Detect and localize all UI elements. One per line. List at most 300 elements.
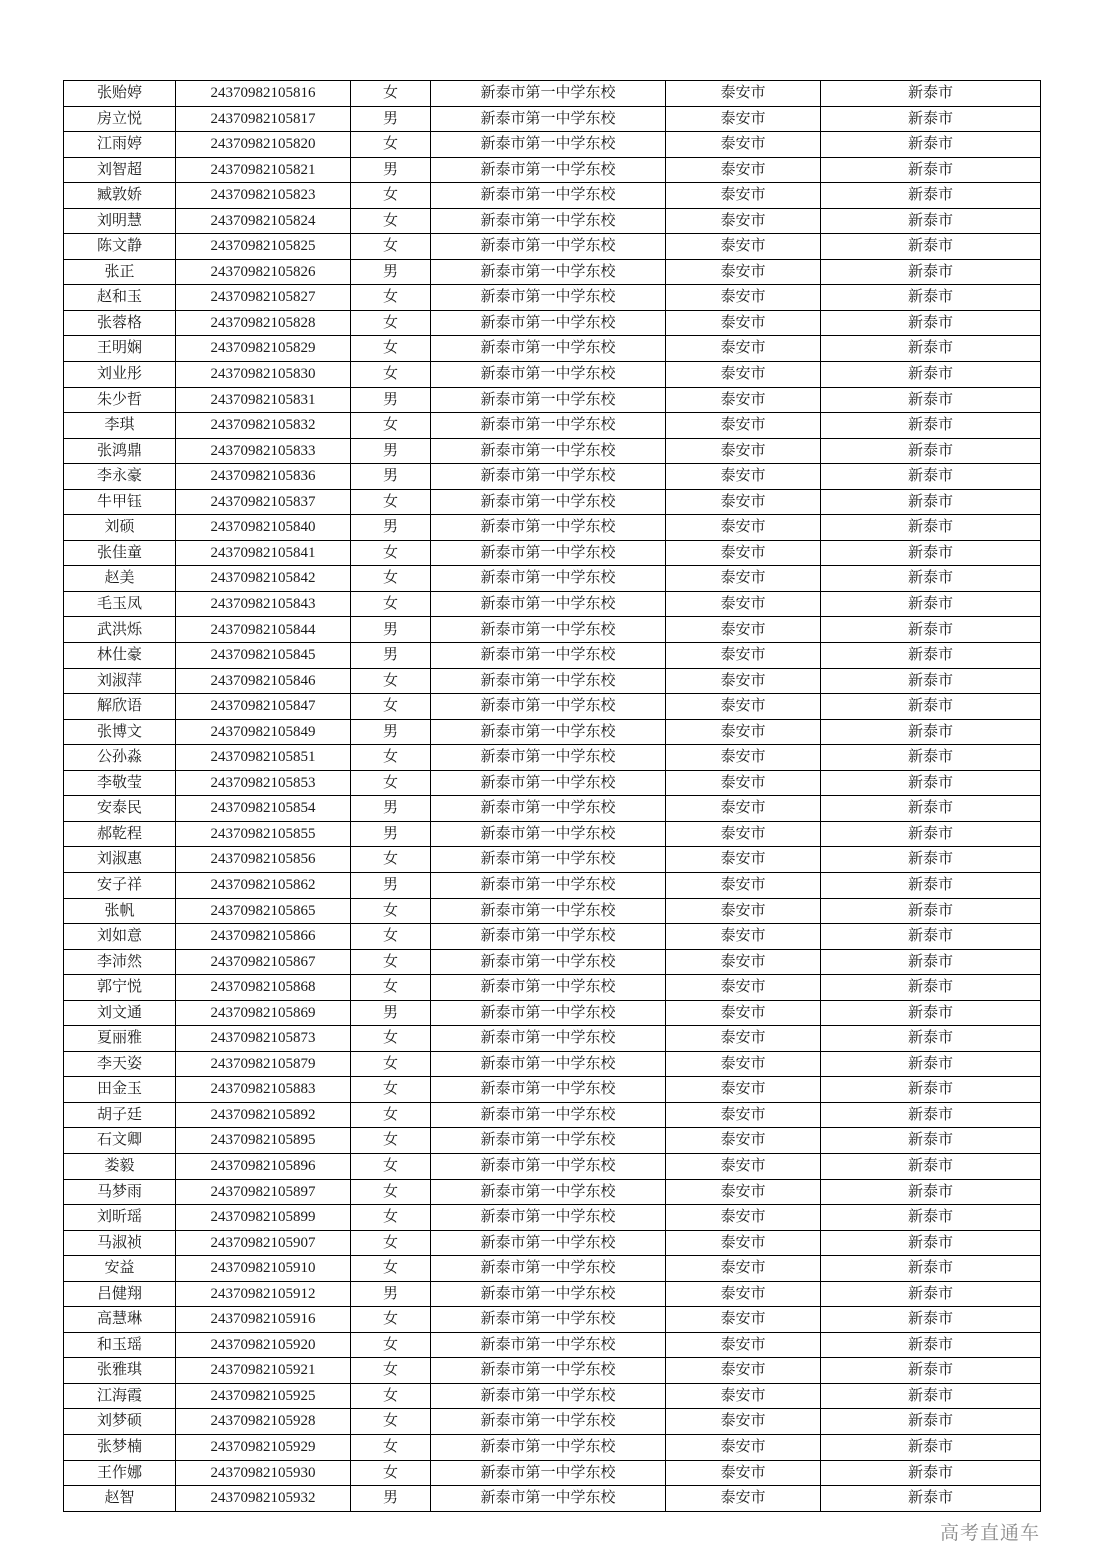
- cell-name: 李沛然: [64, 949, 176, 975]
- cell-school: 新泰市第一中学东校: [431, 1409, 666, 1435]
- cell-name: 张雅琪: [64, 1358, 176, 1384]
- cell-district: 新泰市: [821, 668, 1041, 694]
- table-row: [64, 591, 1041, 617]
- cell-gender: 男: [351, 157, 431, 183]
- cell-gender: 女: [351, 1409, 431, 1435]
- cell-city: 泰安市: [666, 1077, 821, 1103]
- cell-city: 泰安市: [666, 719, 821, 745]
- cell-school: 新泰市第一中学东校: [431, 1179, 666, 1205]
- cell-city: 泰安市: [666, 1434, 821, 1460]
- cell-district: 新泰市: [821, 489, 1041, 515]
- cell-district: 新泰市: [821, 1230, 1041, 1256]
- cell-school: 新泰市第一中学东校: [431, 1307, 666, 1333]
- cell-city: 泰安市: [666, 1409, 821, 1435]
- table-row: [64, 643, 1041, 669]
- cell-gender: 男: [351, 1486, 431, 1512]
- cell-exam-id: 24370982105841: [176, 540, 351, 566]
- cell-name: 马梦雨: [64, 1179, 176, 1205]
- cell-school: 新泰市第一中学东校: [431, 694, 666, 720]
- cell-name: 公孙淼: [64, 745, 176, 771]
- cell-school: 新泰市第一中学东校: [431, 1281, 666, 1307]
- cell-exam-id: 24370982105928: [176, 1409, 351, 1435]
- cell-district: 新泰市: [821, 591, 1041, 617]
- table-row: [64, 1409, 1041, 1435]
- cell-exam-id: 24370982105824: [176, 208, 351, 234]
- cell-exam-id: 24370982105912: [176, 1281, 351, 1307]
- cell-school: 新泰市第一中学东校: [431, 566, 666, 592]
- cell-exam-id: 24370982105920: [176, 1332, 351, 1358]
- cell-name: 郭宁悦: [64, 975, 176, 1001]
- cell-gender: 女: [351, 745, 431, 771]
- cell-gender: 女: [351, 1358, 431, 1384]
- cell-school: 新泰市第一中学东校: [431, 387, 666, 413]
- cell-exam-id: 24370982105823: [176, 183, 351, 209]
- cell-district: 新泰市: [821, 362, 1041, 388]
- cell-city: 泰安市: [666, 975, 821, 1001]
- cell-district: 新泰市: [821, 924, 1041, 950]
- cell-exam-id: 24370982105845: [176, 643, 351, 669]
- cell-exam-id: 24370982105868: [176, 975, 351, 1001]
- cell-school: 新泰市第一中学东校: [431, 668, 666, 694]
- cell-gender: 女: [351, 924, 431, 950]
- table-row: [64, 1102, 1041, 1128]
- cell-city: 泰安市: [666, 362, 821, 388]
- cell-gender: 男: [351, 872, 431, 898]
- cell-exam-id: 24370982105897: [176, 1179, 351, 1205]
- cell-district: 新泰市: [821, 438, 1041, 464]
- cell-city: 泰安市: [666, 81, 821, 107]
- table-row: [64, 924, 1041, 950]
- cell-school: 新泰市第一中学东校: [431, 1460, 666, 1486]
- cell-school: 新泰市第一中学东校: [431, 1434, 666, 1460]
- cell-exam-id: 24370982105867: [176, 949, 351, 975]
- cell-gender: 男: [351, 438, 431, 464]
- cell-name: 和玉瑶: [64, 1332, 176, 1358]
- cell-school: 新泰市第一中学东校: [431, 1358, 666, 1384]
- cell-school: 新泰市第一中学东校: [431, 81, 666, 107]
- cell-name: 赵美: [64, 566, 176, 592]
- cell-city: 泰安市: [666, 310, 821, 336]
- cell-city: 泰安市: [666, 643, 821, 669]
- cell-district: 新泰市: [821, 132, 1041, 158]
- table-row: [64, 1230, 1041, 1256]
- cell-exam-id: 24370982105854: [176, 796, 351, 822]
- student-roster-table: [63, 80, 1041, 1512]
- cell-exam-id: 24370982105921: [176, 1358, 351, 1384]
- cell-name: 张贻婷: [64, 81, 176, 107]
- cell-district: 新泰市: [821, 1205, 1041, 1231]
- cell-name: 赵智: [64, 1486, 176, 1512]
- cell-city: 泰安市: [666, 1230, 821, 1256]
- table-row: [64, 387, 1041, 413]
- cell-district: 新泰市: [821, 1179, 1041, 1205]
- table-row: [64, 719, 1041, 745]
- cell-district: 新泰市: [821, 719, 1041, 745]
- cell-gender: 男: [351, 1000, 431, 1026]
- cell-city: 泰安市: [666, 515, 821, 541]
- table-row: [64, 464, 1041, 490]
- table-row: [64, 1153, 1041, 1179]
- cell-gender: 男: [351, 643, 431, 669]
- table-row: [64, 157, 1041, 183]
- cell-city: 泰安市: [666, 1026, 821, 1052]
- cell-city: 泰安市: [666, 208, 821, 234]
- cell-gender: 女: [351, 694, 431, 720]
- cell-exam-id: 24370982105896: [176, 1153, 351, 1179]
- cell-district: 新泰市: [821, 1077, 1041, 1103]
- cell-school: 新泰市第一中学东校: [431, 1128, 666, 1154]
- cell-district: 新泰市: [821, 183, 1041, 209]
- cell-gender: 女: [351, 1179, 431, 1205]
- cell-school: 新泰市第一中学东校: [431, 464, 666, 490]
- cell-city: 泰安市: [666, 183, 821, 209]
- cell-school: 新泰市第一中学东校: [431, 1102, 666, 1128]
- cell-school: 新泰市第一中学东校: [431, 1486, 666, 1512]
- cell-name: 房立悦: [64, 106, 176, 132]
- cell-exam-id: 24370982105899: [176, 1205, 351, 1231]
- cell-district: 新泰市: [821, 872, 1041, 898]
- cell-district: 新泰市: [821, 1460, 1041, 1486]
- cell-district: 新泰市: [821, 1383, 1041, 1409]
- cell-exam-id: 24370982105930: [176, 1460, 351, 1486]
- cell-city: 泰安市: [666, 924, 821, 950]
- cell-gender: 女: [351, 81, 431, 107]
- cell-exam-id: 24370982105879: [176, 1051, 351, 1077]
- cell-city: 泰安市: [666, 1179, 821, 1205]
- cell-exam-id: 24370982105851: [176, 745, 351, 771]
- cell-city: 泰安市: [666, 847, 821, 873]
- cell-school: 新泰市第一中学东校: [431, 719, 666, 745]
- table-row: [64, 1486, 1041, 1512]
- cell-name: 毛玉凤: [64, 591, 176, 617]
- cell-exam-id: 24370982105873: [176, 1026, 351, 1052]
- cell-district: 新泰市: [821, 1358, 1041, 1384]
- cell-gender: 女: [351, 591, 431, 617]
- cell-gender: 男: [351, 387, 431, 413]
- cell-district: 新泰市: [821, 234, 1041, 260]
- cell-district: 新泰市: [821, 81, 1041, 107]
- cell-city: 泰安市: [666, 949, 821, 975]
- table-row: [64, 540, 1041, 566]
- cell-city: 泰安市: [666, 259, 821, 285]
- cell-name: 胡子廷: [64, 1102, 176, 1128]
- cell-gender: 女: [351, 1434, 431, 1460]
- cell-city: 泰安市: [666, 1102, 821, 1128]
- cell-school: 新泰市第一中学东校: [431, 770, 666, 796]
- cell-gender: 女: [351, 1332, 431, 1358]
- cell-exam-id: 24370982105840: [176, 515, 351, 541]
- cell-exam-id: 24370982105828: [176, 310, 351, 336]
- cell-school: 新泰市第一中学东校: [431, 259, 666, 285]
- cell-name: 张正: [64, 259, 176, 285]
- cell-exam-id: 24370982105869: [176, 1000, 351, 1026]
- cell-name: 马淑祯: [64, 1230, 176, 1256]
- cell-gender: 女: [351, 208, 431, 234]
- cell-district: 新泰市: [821, 566, 1041, 592]
- cell-school: 新泰市第一中学东校: [431, 591, 666, 617]
- cell-school: 新泰市第一中学东校: [431, 106, 666, 132]
- watermark-text: 高考直通车: [939, 1523, 1040, 1544]
- cell-school: 新泰市第一中学东校: [431, 489, 666, 515]
- cell-district: 新泰市: [821, 898, 1041, 924]
- cell-school: 新泰市第一中学东校: [431, 515, 666, 541]
- cell-school: 新泰市第一中学东校: [431, 796, 666, 822]
- table-row: [64, 872, 1041, 898]
- cell-school: 新泰市第一中学东校: [431, 413, 666, 439]
- cell-exam-id: 24370982105827: [176, 285, 351, 311]
- cell-name: 安子祥: [64, 872, 176, 898]
- cell-gender: 女: [351, 234, 431, 260]
- cell-name: 臧敦娇: [64, 183, 176, 209]
- cell-exam-id: 24370982105929: [176, 1434, 351, 1460]
- cell-name: 张蓉格: [64, 310, 176, 336]
- cell-city: 泰安市: [666, 387, 821, 413]
- cell-name: 牛甲钰: [64, 489, 176, 515]
- cell-gender: 男: [351, 617, 431, 643]
- cell-name: 江海霞: [64, 1383, 176, 1409]
- cell-gender: 女: [351, 975, 431, 1001]
- table-row: [64, 336, 1041, 362]
- cell-city: 泰安市: [666, 1000, 821, 1026]
- cell-city: 泰安市: [666, 1383, 821, 1409]
- cell-exam-id: 24370982105844: [176, 617, 351, 643]
- cell-gender: 男: [351, 1281, 431, 1307]
- cell-school: 新泰市第一中学东校: [431, 1153, 666, 1179]
- cell-exam-id: 24370982105853: [176, 770, 351, 796]
- table-row: [64, 438, 1041, 464]
- cell-city: 泰安市: [666, 1460, 821, 1486]
- cell-exam-id: 24370982105916: [176, 1307, 351, 1333]
- cell-gender: 女: [351, 949, 431, 975]
- cell-school: 新泰市第一中学东校: [431, 438, 666, 464]
- cell-name: 李永豪: [64, 464, 176, 490]
- cell-district: 新泰市: [821, 643, 1041, 669]
- cell-district: 新泰市: [821, 464, 1041, 490]
- cell-school: 新泰市第一中学东校: [431, 310, 666, 336]
- cell-school: 新泰市第一中学东校: [431, 157, 666, 183]
- cell-city: 泰安市: [666, 132, 821, 158]
- cell-district: 新泰市: [821, 208, 1041, 234]
- cell-gender: 男: [351, 821, 431, 847]
- cell-city: 泰安市: [666, 1281, 821, 1307]
- cell-exam-id: 24370982105829: [176, 336, 351, 362]
- cell-name: 郝乾程: [64, 821, 176, 847]
- cell-exam-id: 24370982105843: [176, 591, 351, 617]
- cell-name: 陈文静: [64, 234, 176, 260]
- table-row: [64, 668, 1041, 694]
- cell-district: 新泰市: [821, 1281, 1041, 1307]
- cell-city: 泰安市: [666, 1153, 821, 1179]
- cell-exam-id: 24370982105849: [176, 719, 351, 745]
- cell-gender: 男: [351, 259, 431, 285]
- cell-name: 张帆: [64, 898, 176, 924]
- cell-gender: 女: [351, 285, 431, 311]
- table-row: [64, 975, 1041, 1001]
- cell-name: 李天姿: [64, 1051, 176, 1077]
- cell-gender: 女: [351, 413, 431, 439]
- cell-gender: 女: [351, 898, 431, 924]
- cell-gender: 女: [351, 770, 431, 796]
- cell-district: 新泰市: [821, 1307, 1041, 1333]
- cell-school: 新泰市第一中学东校: [431, 745, 666, 771]
- cell-name: 李敬莹: [64, 770, 176, 796]
- cell-exam-id: 24370982105832: [176, 413, 351, 439]
- table-row: [64, 285, 1041, 311]
- cell-school: 新泰市第一中学东校: [431, 234, 666, 260]
- cell-city: 泰安市: [666, 566, 821, 592]
- cell-exam-id: 24370982105907: [176, 1230, 351, 1256]
- table-row: [64, 1434, 1041, 1460]
- cell-gender: 男: [351, 796, 431, 822]
- cell-exam-id: 24370982105825: [176, 234, 351, 260]
- cell-school: 新泰市第一中学东校: [431, 285, 666, 311]
- table-row: [64, 1383, 1041, 1409]
- cell-name: 解欣语: [64, 694, 176, 720]
- table-row: [64, 413, 1041, 439]
- cell-city: 泰安市: [666, 285, 821, 311]
- cell-gender: 女: [351, 336, 431, 362]
- cell-district: 新泰市: [821, 1332, 1041, 1358]
- cell-gender: 女: [351, 1256, 431, 1282]
- cell-district: 新泰市: [821, 745, 1041, 771]
- cell-city: 泰安市: [666, 668, 821, 694]
- cell-city: 泰安市: [666, 1256, 821, 1282]
- cell-exam-id: 24370982105816: [176, 81, 351, 107]
- cell-name: 刘昕瑶: [64, 1205, 176, 1231]
- cell-district: 新泰市: [821, 1026, 1041, 1052]
- table-row: [64, 617, 1041, 643]
- cell-school: 新泰市第一中学东校: [431, 872, 666, 898]
- cell-district: 新泰市: [821, 1409, 1041, 1435]
- cell-district: 新泰市: [821, 796, 1041, 822]
- cell-exam-id: 24370982105820: [176, 132, 351, 158]
- table-row: [64, 1128, 1041, 1154]
- table-row: [64, 949, 1041, 975]
- table-row: [64, 515, 1041, 541]
- cell-district: 新泰市: [821, 515, 1041, 541]
- cell-name: 张博文: [64, 719, 176, 745]
- table-row: [64, 489, 1041, 515]
- cell-exam-id: 24370982105821: [176, 157, 351, 183]
- cell-district: 新泰市: [821, 1000, 1041, 1026]
- cell-gender: 女: [351, 847, 431, 873]
- cell-city: 泰安市: [666, 1358, 821, 1384]
- cell-school: 新泰市第一中学东校: [431, 1051, 666, 1077]
- cell-gender: 女: [351, 1307, 431, 1333]
- cell-gender: 女: [351, 489, 431, 515]
- cell-gender: 女: [351, 362, 431, 388]
- cell-school: 新泰市第一中学东校: [431, 847, 666, 873]
- cell-city: 泰安市: [666, 745, 821, 771]
- table-row: [64, 1358, 1041, 1384]
- table-row: [64, 362, 1041, 388]
- cell-name: 张佳童: [64, 540, 176, 566]
- cell-school: 新泰市第一中学东校: [431, 1205, 666, 1231]
- cell-city: 泰安市: [666, 1128, 821, 1154]
- cell-name: 李琪: [64, 413, 176, 439]
- cell-name: 刘明慧: [64, 208, 176, 234]
- cell-gender: 女: [351, 1128, 431, 1154]
- cell-gender: 女: [351, 1153, 431, 1179]
- cell-exam-id: 24370982105862: [176, 872, 351, 898]
- cell-city: 泰安市: [666, 464, 821, 490]
- cell-gender: 女: [351, 183, 431, 209]
- cell-city: 泰安市: [666, 821, 821, 847]
- cell-gender: 女: [351, 668, 431, 694]
- cell-name: 刘淑萍: [64, 668, 176, 694]
- cell-school: 新泰市第一中学东校: [431, 1230, 666, 1256]
- cell-gender: 女: [351, 566, 431, 592]
- table-row: [64, 208, 1041, 234]
- cell-school: 新泰市第一中学东校: [431, 362, 666, 388]
- cell-exam-id: 24370982105833: [176, 438, 351, 464]
- cell-school: 新泰市第一中学东校: [431, 949, 666, 975]
- cell-city: 泰安市: [666, 540, 821, 566]
- cell-name: 高慧琳: [64, 1307, 176, 1333]
- cell-gender: 女: [351, 1230, 431, 1256]
- table-row: [64, 259, 1041, 285]
- cell-school: 新泰市第一中学东校: [431, 183, 666, 209]
- cell-gender: 女: [351, 1205, 431, 1231]
- cell-gender: 女: [351, 1026, 431, 1052]
- cell-district: 新泰市: [821, 106, 1041, 132]
- cell-district: 新泰市: [821, 1256, 1041, 1282]
- cell-school: 新泰市第一中学东校: [431, 1383, 666, 1409]
- cell-school: 新泰市第一中学东校: [431, 898, 666, 924]
- cell-name: 刘梦硕: [64, 1409, 176, 1435]
- table-row: [64, 1281, 1041, 1307]
- cell-name: 夏丽雅: [64, 1026, 176, 1052]
- cell-district: 新泰市: [821, 336, 1041, 362]
- table-row: [64, 234, 1041, 260]
- cell-city: 泰安市: [666, 1486, 821, 1512]
- cell-district: 新泰市: [821, 259, 1041, 285]
- cell-city: 泰安市: [666, 872, 821, 898]
- cell-name: 安泰民: [64, 796, 176, 822]
- cell-gender: 女: [351, 1077, 431, 1103]
- cell-city: 泰安市: [666, 489, 821, 515]
- cell-name: 刘如意: [64, 924, 176, 950]
- cell-city: 泰安市: [666, 336, 821, 362]
- table-row: [64, 1026, 1041, 1052]
- table-row: [64, 898, 1041, 924]
- cell-gender: 男: [351, 106, 431, 132]
- cell-name: 刘淑惠: [64, 847, 176, 873]
- cell-exam-id: 24370982105836: [176, 464, 351, 490]
- cell-school: 新泰市第一中学东校: [431, 1026, 666, 1052]
- cell-gender: 女: [351, 310, 431, 336]
- table-row: [64, 132, 1041, 158]
- cell-exam-id: 24370982105883: [176, 1077, 351, 1103]
- cell-district: 新泰市: [821, 413, 1041, 439]
- table-row: [64, 796, 1041, 822]
- cell-exam-id: 24370982105925: [176, 1383, 351, 1409]
- table-row: [64, 694, 1041, 720]
- cell-district: 新泰市: [821, 949, 1041, 975]
- cell-school: 新泰市第一中学东校: [431, 336, 666, 362]
- cell-name: 娄毅: [64, 1153, 176, 1179]
- cell-district: 新泰市: [821, 770, 1041, 796]
- cell-district: 新泰市: [821, 617, 1041, 643]
- cell-district: 新泰市: [821, 1102, 1041, 1128]
- cell-name: 刘业彤: [64, 362, 176, 388]
- cell-school: 新泰市第一中学东校: [431, 617, 666, 643]
- cell-name: 王作娜: [64, 1460, 176, 1486]
- cell-exam-id: 24370982105892: [176, 1102, 351, 1128]
- cell-name: 武洪烁: [64, 617, 176, 643]
- cell-exam-id: 24370982105910: [176, 1256, 351, 1282]
- cell-district: 新泰市: [821, 540, 1041, 566]
